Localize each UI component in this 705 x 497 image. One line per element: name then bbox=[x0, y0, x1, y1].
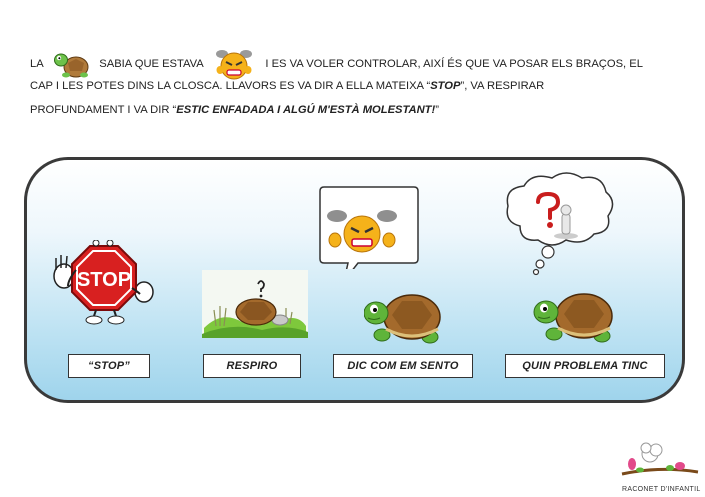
story-line-3-part2: ” bbox=[435, 104, 439, 116]
story-line-1-part3: I ES VA VOLER CONTROLAR, AIXÍ ÉS QUE VA POSAR ELS BRAÇOS, EL bbox=[265, 57, 643, 70]
step-label-dic-com-em-sento: DIC COM EM SENTO bbox=[333, 354, 473, 378]
angry-emoticon-speech-icon bbox=[321, 206, 403, 258]
raconet-logo-icon bbox=[620, 440, 700, 484]
story-line-2-part1: CAP I LES POTES DINS LA CLOSCA. LLAVORS ES VA DIR A ELLA MATEIXA “ bbox=[30, 80, 431, 92]
turtle-3-icon bbox=[364, 285, 454, 345]
step-label-respiro: RESPIRO bbox=[203, 354, 301, 378]
story-line-1-part1: LA bbox=[30, 57, 44, 70]
turtle-in-shell-icon bbox=[202, 270, 308, 338]
story-stop-emphasis: STOP bbox=[430, 80, 461, 92]
step-label-stop: “STOP” bbox=[68, 354, 150, 378]
logo-text: RACONET D'INFANTIL bbox=[622, 486, 701, 493]
story-line-3 bbox=[30, 96, 676, 125]
stop-sign-text: STOP bbox=[76, 269, 132, 291]
story-line-2-part2: ”, VA RESPIRAR bbox=[460, 80, 545, 92]
story-line-1-part2: SABIA QUE ESTAVA bbox=[99, 57, 204, 70]
stop-sign-icon bbox=[46, 240, 158, 326]
story-line-3-part1: PROFUNDAMENT I VA DIR “ bbox=[30, 104, 177, 116]
story-angry-emphasis: ESTIC ENFADADA I ALGÚ M'ESTÀ MOLESTANT! bbox=[176, 104, 436, 116]
step-label-quin-problema-tinc: QUIN PROBLEMA TINC bbox=[505, 354, 665, 378]
turtle-4-icon bbox=[532, 284, 624, 344]
question-thought-icon bbox=[526, 192, 590, 240]
